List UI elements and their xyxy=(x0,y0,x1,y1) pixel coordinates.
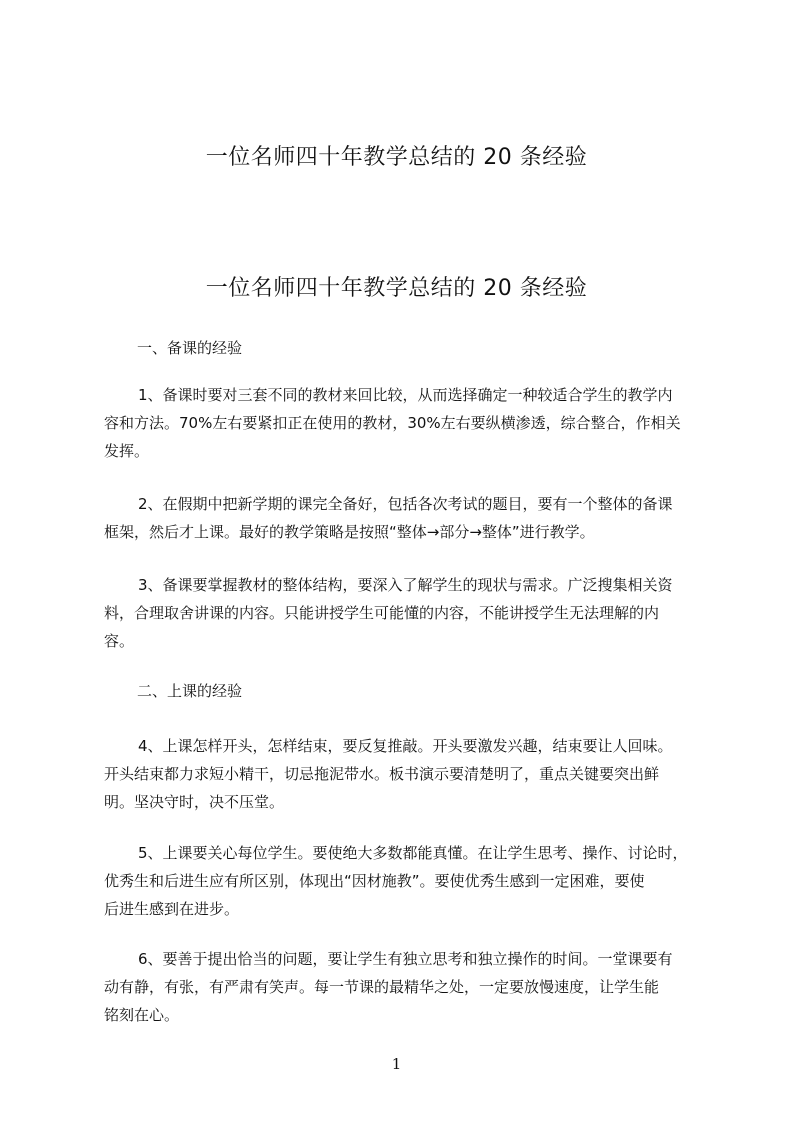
page-number: 1 xyxy=(391,1055,402,1073)
document-subtitle: 一位名师四十年教学总结的 20 条经验 xyxy=(205,276,588,301)
paragraph-item-4 xyxy=(104,732,724,816)
paragraph-line: 容和方法。70%左右要紧扣正在使用的教材，30%左右要纵横渗透，综合整合，作相关 xyxy=(104,414,681,432)
paragraph-line: 优秀生和后进生应有所区别，体现出“因材施教”。要使优秀生感到一定困难，要使 xyxy=(104,872,645,890)
paragraph-line: 1、备课时要对三套不同的教材来回比较，从而选择确定一种较适合学生的教学内 xyxy=(138,386,673,404)
paragraph-line: 明。坚决守时，决不压堂。 xyxy=(104,793,285,811)
paragraph-line: 后进生感到在进步。 xyxy=(104,900,240,918)
paragraph-item-5 xyxy=(104,839,724,923)
paragraph-line: 发挥。 xyxy=(104,442,150,460)
paragraph-line: 铭刻在心。 xyxy=(104,1006,180,1024)
paragraph-line: 5、上课要关心每位学生。要使绝大多数都能真懂。在让学生思考、操作、讨论时， xyxy=(138,844,688,862)
paragraph-line: 框架，然后才上课。最好的教学策略是按照“整体→部分→整体”进行教学。 xyxy=(104,523,595,541)
paragraph-line: 6、要善于提出恰当的问题，要让学生有独立思考和独立操作的时间。一堂课要有 xyxy=(138,950,673,968)
paragraph-line: 2、在假期中把新学期的课完全备好，包括各次考试的题目，要有一个整体的备课 xyxy=(138,495,673,513)
paragraph-line: 4、上课怎样开头，怎样结束，要反复推敲。开头要激发兴趣，结束要让人回味。 xyxy=(138,737,673,755)
paragraph-line: 3、备课要掌握教材的整体结构，要深入了解学生的现状与需求。广泛搜集相关资 xyxy=(138,576,673,594)
paragraph-item-2 xyxy=(104,490,724,546)
paragraph-line: 开头结束都力求短小精干，切忌拖泥带水。板书演示要清楚明了，重点关键要突出鲜 xyxy=(104,765,660,783)
paragraph-item-1 xyxy=(104,381,724,465)
document-title: 一位名师四十年教学总结的 20 条经验 xyxy=(205,145,588,170)
paragraph-line: 容。 xyxy=(104,632,135,650)
paragraph-line: 料，合理取舍讲课的内容。只能讲授学生可能懂的内容，不能讲授学生无法理解的内 xyxy=(104,604,660,622)
paragraph-item-3 xyxy=(104,571,724,655)
paragraph-line: 动有静，有张，有严肃有笑声。每一节课的最精华之处，一定要放慢速度，让学生能 xyxy=(104,978,660,996)
section-heading-lesson-prep: 一、备课的经验 xyxy=(137,339,243,357)
section-heading-teaching: 二、上课的经验 xyxy=(137,682,243,700)
paragraph-item-6 xyxy=(104,945,724,1029)
